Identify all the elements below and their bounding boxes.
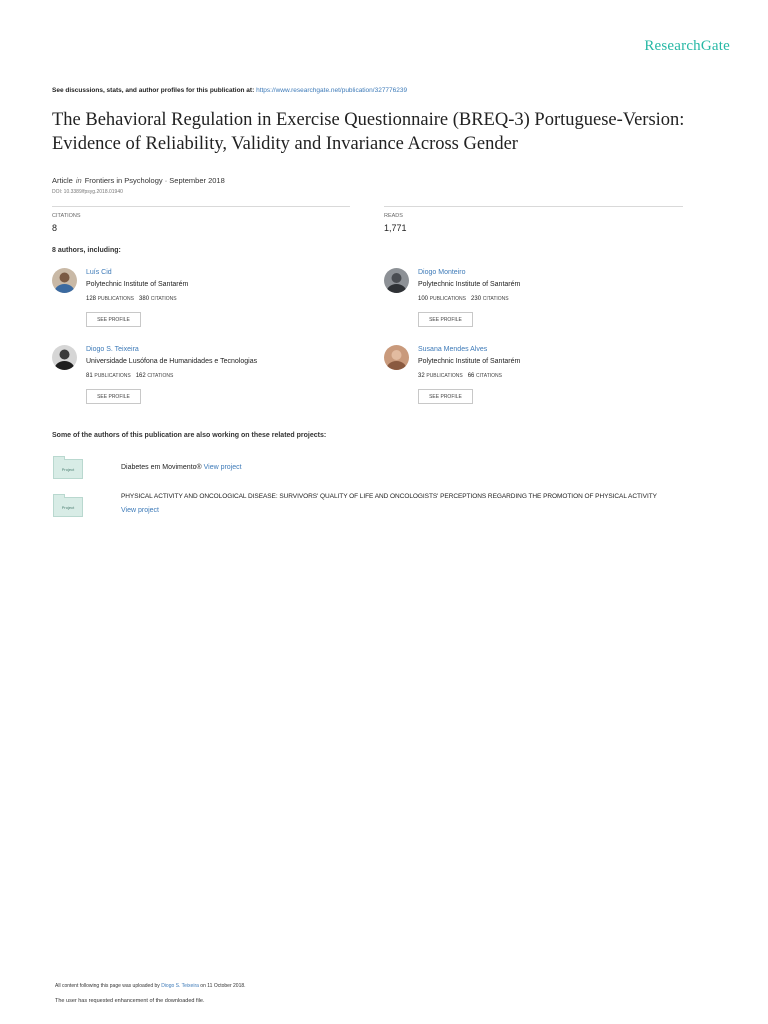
divider-right: [384, 206, 683, 207]
publications-count: 128: [86, 296, 97, 302]
author-institution: Polytechnic Institute of Santarém: [86, 281, 189, 288]
author-institution: Universidade Lusófona de Humanidades e Tecnologias: [86, 358, 258, 365]
avatar[interactable]: [384, 345, 409, 370]
in-word: in: [75, 176, 82, 185]
view-project-link[interactable]: View project: [121, 507, 160, 514]
citations-label: CITATIONS: [147, 373, 174, 379]
author-stats: [86, 373, 173, 379]
upload-note: [55, 983, 246, 989]
publications-label: PUBLICATIONS: [97, 296, 134, 302]
projects-heading: Some of the authors of this publication are also working on these related projects:: [52, 432, 327, 439]
publication-meta: [52, 176, 225, 185]
citations-label: CITATIONS: [476, 373, 502, 379]
publication-title: The Behavioral Regulation in Exercise Questionnaire (BREQ-3) Portuguese-Version: Evidence of Reliability, Validity and Invariance Across Gender: [52, 110, 685, 154]
author-stats: [86, 296, 177, 302]
researchgate-logo[interactable]: ResearchGate: [644, 38, 730, 54]
project-item: [121, 507, 159, 514]
author-name[interactable]: Diogo Monteiro: [418, 269, 466, 276]
project-folder-icon[interactable]: [53, 497, 83, 517]
author-name[interactable]: Diogo S. Teixeira: [86, 346, 139, 353]
publications-label: PUBLICATIONS: [429, 296, 466, 302]
divider-left: [52, 206, 350, 207]
author-institution: Polytechnic Institute of Santarém: [418, 358, 521, 365]
see-discussions-line: [52, 87, 407, 94]
authors-heading: 8 authors, including:: [52, 247, 121, 254]
citations-value: 8: [52, 223, 58, 233]
avatar[interactable]: [52, 345, 77, 370]
author-card: [384, 268, 684, 334]
article-type: Article: [52, 176, 73, 185]
folder-tab: [53, 456, 65, 460]
see-discussions-label: See discussions, stats, and author profiles for this publication at:: [52, 87, 255, 94]
author-card: [384, 345, 684, 411]
avatar[interactable]: [384, 268, 409, 293]
reads-value: 1,771: [384, 223, 407, 233]
author-stats: [418, 296, 509, 302]
project-icon-label: Project: [61, 467, 75, 472]
upload-prefix: All content following this page was uploaded by: [55, 983, 160, 989]
citations-label: CITATIONS: [150, 296, 177, 302]
doi: DOI: 10.3389/fpsyg.2018.01940: [52, 189, 123, 195]
author-name[interactable]: Luís Cid: [86, 269, 112, 276]
citations-count: 230: [471, 296, 482, 302]
author-institution: Polytechnic Institute of Santarém: [418, 281, 521, 288]
project-title: PHYSICAL ACTIVITY AND ONCOLOGICAL DISEASE: SURVIVORS' QUALITY OF LIFE AND ONCOLOGISTS' PERCEPTIONS REGARDING THE PROMOTION OF PHYSICAL ACTIVITY: [121, 493, 657, 500]
publication-url-link[interactable]: https://www.researchgate.net/publication/327776239: [256, 87, 408, 94]
author-name[interactable]: Susana Mendes Alves: [418, 346, 488, 353]
reads-label: READS: [384, 213, 403, 219]
enhancement-note: The user has requested enhancement of the downloaded file.: [55, 998, 205, 1004]
project-icon-label: Project: [61, 505, 75, 510]
view-project-link[interactable]: View project: [203, 464, 242, 471]
author-card: [52, 345, 352, 411]
publications-count: 32: [418, 373, 425, 379]
publications-label: PUBLICATIONS: [94, 373, 131, 379]
project-folder-icon[interactable]: [53, 459, 83, 479]
see-profile-button[interactable]: SEE PROFILE: [86, 389, 141, 404]
citations-count: 380: [139, 296, 150, 302]
upload-suffix: on 11 October 2018.: [200, 983, 246, 989]
project-title: Diabetes em Movimento®: [121, 464, 202, 471]
uploader-link[interactable]: Diogo S. Teixeira: [161, 983, 199, 989]
author-card: [52, 268, 352, 334]
citations-count: 66: [467, 373, 475, 379]
citations-label: CITATIONS: [482, 296, 509, 302]
see-profile-button[interactable]: SEE PROFILE: [418, 389, 473, 404]
publications-count: 81: [86, 373, 93, 379]
citations-count: 162: [135, 373, 146, 379]
publications-count: 100: [418, 296, 429, 302]
author-stats: [418, 373, 502, 379]
folder-tab: [53, 494, 65, 498]
avatar[interactable]: [52, 268, 77, 293]
project-item: [121, 464, 242, 471]
journal-info: Frontiers in Psychology · September 2018: [84, 176, 225, 185]
see-profile-button[interactable]: SEE PROFILE: [418, 312, 473, 327]
citations-label: CITATIONS: [52, 213, 81, 219]
publications-label: PUBLICATIONS: [426, 373, 463, 379]
see-profile-button[interactable]: SEE PROFILE: [86, 312, 141, 327]
